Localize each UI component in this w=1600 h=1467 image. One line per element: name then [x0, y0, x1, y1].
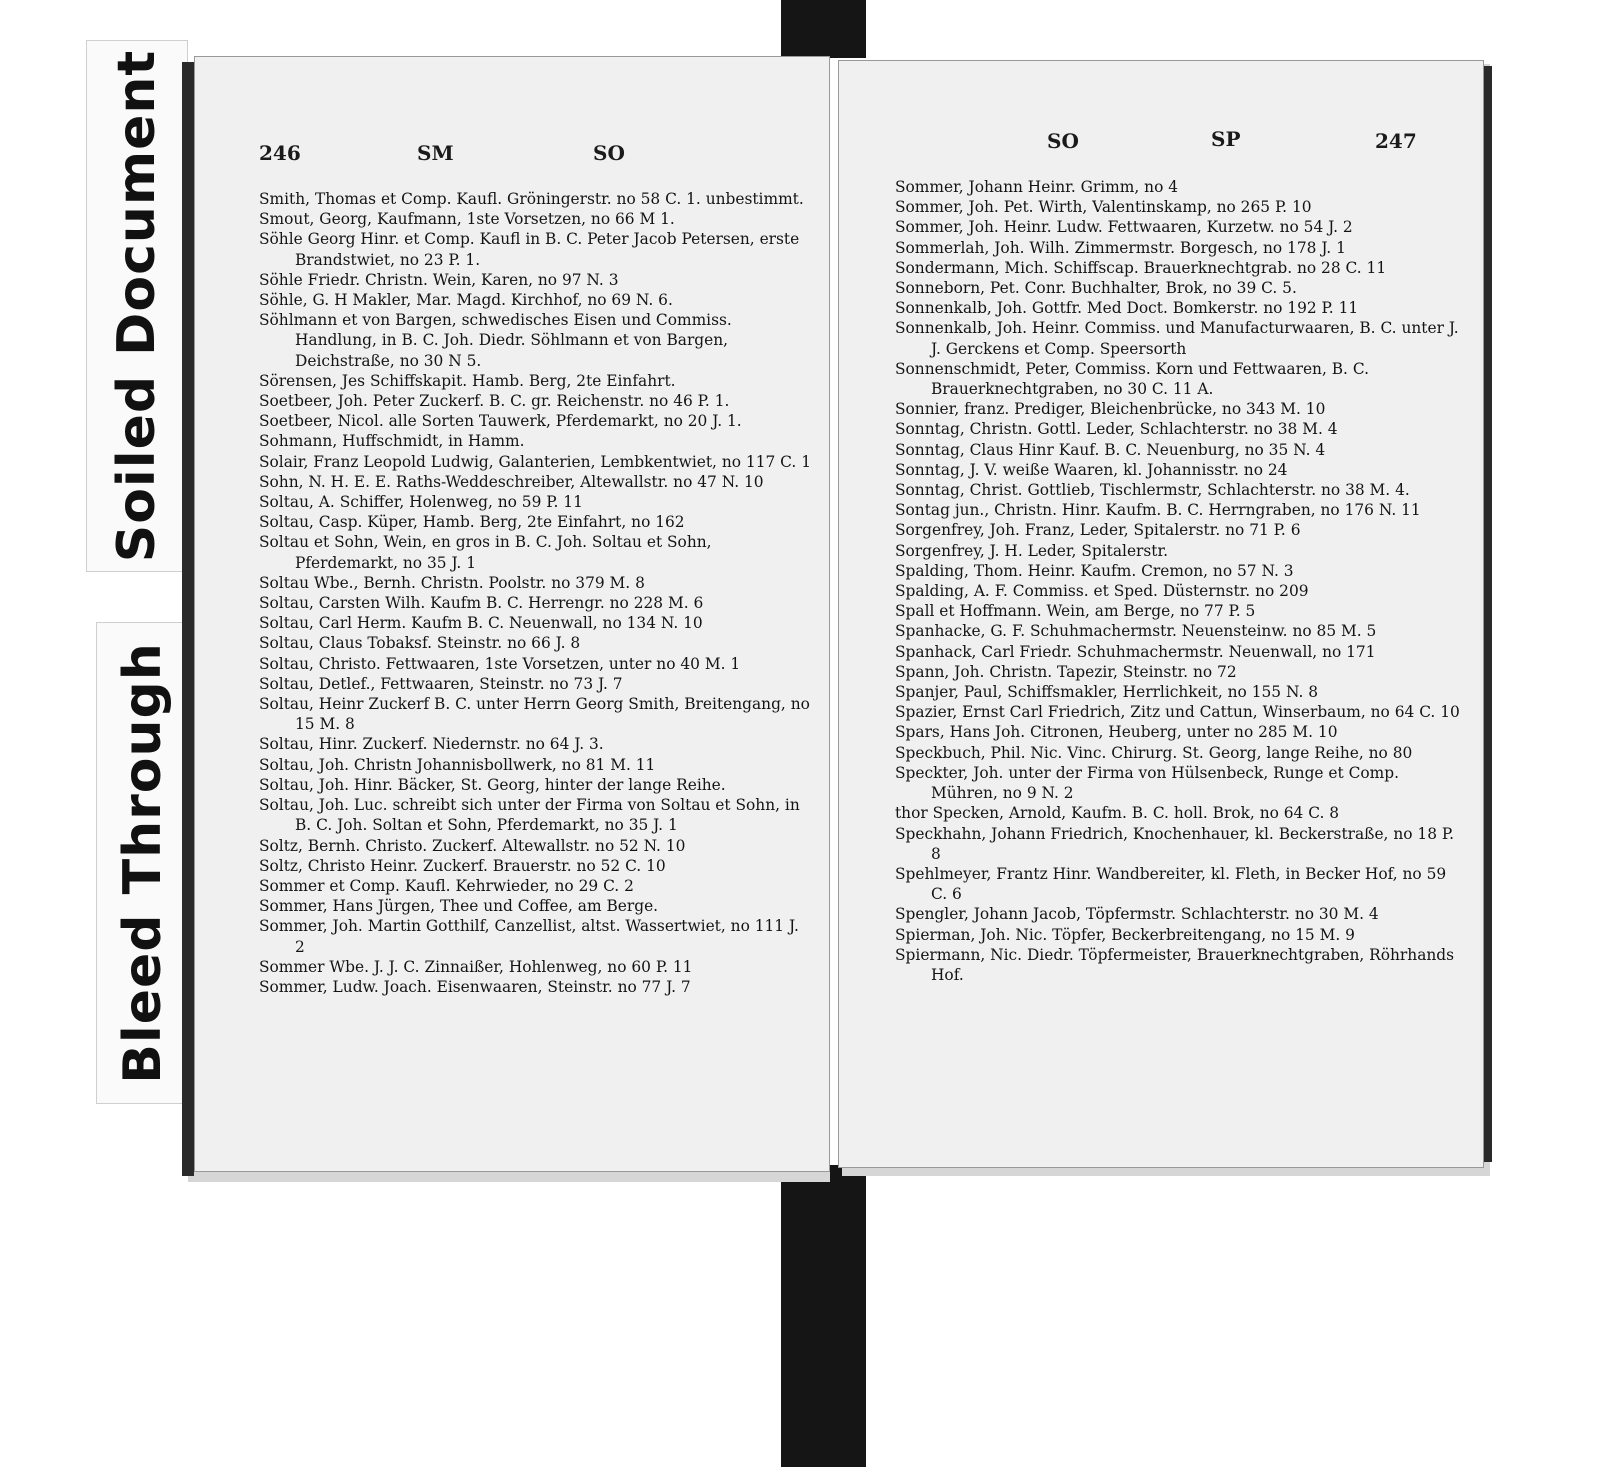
directory-entry: Sommer, Joh. Martin Gotthilf, Canzellist, altst. Wassertwiet, no 111 J. 2	[259, 917, 804, 956]
directory-entry: thor Specken, Arnold, Kaufm. B. C. holl. Brok, no 64 C. 8	[895, 804, 1340, 823]
directory-entry: Soltau, Detlef., Fettwaaren, Steinstr. no 73 J. 7	[259, 674, 623, 693]
left-page-edge	[182, 62, 194, 1176]
directory-entry: Soetbeer, Nicol. alle Sorten Tauwerk, Pferdemarkt, no 20 J. 1.	[259, 412, 742, 431]
directory-entry: Soetbeer, Joh. Peter Zuckerf. B. C. gr. Reichenstr. no 46 P. 1.	[259, 392, 730, 411]
directory-entry: Soltau, A. Schiffer, Holenweg, no 59 P. 11	[259, 493, 583, 512]
directory-entry: Spalding, Thom. Heinr. Kaufm. Cremon, no 57 N. 3	[895, 561, 1294, 580]
left-header-right: SO	[593, 141, 625, 165]
directory-entry: Soltau, Heinr Zuckerf B. C. unter Herrn Georg Smith, Breitengang, no 15 M. 8	[259, 695, 815, 734]
directory-entry: Sonntag, Christn. Gottl. Leder, Schlachterstr. no 38 M. 4	[895, 420, 1338, 439]
directory-entry: Sörensen, Jes Schiffskapit. Hamb. Berg, 2te Einfahrt.	[259, 371, 676, 390]
directory-entry: Sonnenkalb, Joh. Gottfr. Med Doct. Bomkerstr. no 192 P. 11	[895, 299, 1359, 318]
directory-entry: Spars, Hans Joh. Citronen, Heuberg, unter no 285 M. 10	[895, 723, 1338, 742]
directory-entry: Sommer, Joh. Heinr. Ludw. Fettwaaren, Kurzetw. no 54 J. 2	[895, 218, 1353, 237]
directory-entry: Smith, Thomas et Comp. Kaufl. Gröningerstr. no 58 C. 1. unbestimmt.	[259, 190, 804, 208]
directory-entry: Soltau, Carl Herm. Kaufm B. C. Neuenwall, no 134 N. 10	[259, 614, 703, 633]
right-header-right: SP	[1211, 127, 1241, 151]
directory-entry: Sonnier, franz. Prediger, Bleichenbrücke, no 343 M. 10	[895, 400, 1326, 419]
directory-entry: Spazier, Ernst Carl Friedrich, Zitz und Cattun, Winserbaum, no 64 C. 10	[895, 703, 1460, 722]
directory-entry: Sommer, Ludw. Joach. Eisenwaaren, Steinstr. no 77 J. 7	[259, 977, 691, 996]
directory-entry: Sonntag, Christ. Gottlieb, Tischlermstr, Schlachterstr. no 38 M. 4.	[895, 481, 1410, 500]
label-bleed-through-text: Bleed Through	[113, 642, 173, 1084]
directory-entry: Sommerlah, Joh. Wilh. Zimmermstr. Borgesch, no 178 J. 1	[895, 238, 1346, 257]
directory-entry: Sommer Wbe. J. J. C. Zinnaißer, Hohlenweg, no 60 P. 11	[259, 957, 693, 976]
binding-strip-bottom	[781, 1165, 866, 1467]
directory-entry: Söhle, G. H Makler, Mar. Magd. Kirchhof, no 69 N. 6.	[259, 291, 673, 310]
directory-entry: Sondermann, Mich. Schiffscap. Brauerknechtgrab. no 28 C. 11	[895, 258, 1387, 277]
directory-entry: Sonneborn, Pet. Conr. Buchhalter, Brok, no 39 C. 5.	[895, 279, 1297, 298]
right-page	[838, 60, 1484, 1168]
left-header-left: SM	[417, 141, 454, 165]
directory-entry: Spehlmeyer, Frantz Hinr. Wandbereiter, kl. Fleth, in Becker Hof, no 59 C. 6	[895, 864, 1452, 904]
directory-entry: Speckter, Joh. unter der Firma von Hülsenbeck, Runge et Comp. Mühren, no 9 N. 2	[895, 763, 1404, 803]
directory-entry: Smout, Georg, Kaufmann, 1ste Vorsetzen, no 66 M 1.	[259, 210, 675, 229]
directory-entry: Soltau, Casp. Küper, Hamb. Berg, 2te Einfahrt, no 162	[259, 513, 685, 532]
directory-entry: Sonntag, Claus Hinr Kauf. B. C. Neuenburg, no 35 N. 4	[895, 440, 1326, 459]
directory-entry: Soltau, Christo. Fettwaaren, 1ste Vorsetzen, unter no 40 M. 1	[259, 654, 741, 673]
directory-entry: Spiermann, Nic. Diedr. Töpfermeister, Brauerknechtgraben, Röhrhands Hof.	[895, 945, 1459, 984]
directory-entry: Soltau, Carsten Wilh. Kaufm B. C. Herrengr. no 228 M. 6	[259, 594, 704, 613]
directory-entry: Sorgenfrey, J. H. Leder, Spitalerstr.	[895, 541, 1169, 560]
directory-entry: Speckhahn, Johann Friedrich, Knochenhauer, kl. Beckerstraße, no 18 P. 8	[895, 824, 1459, 863]
right-entries	[895, 177, 1463, 985]
left-entries	[259, 189, 815, 997]
directory-entry: Soltau Wbe., Bernh. Christn. Poolstr. no 379 M. 8	[259, 573, 645, 592]
directory-entry: Spanjer, Paul, Schiffsmakler, Herrlichkeit, no 155 N. 8	[895, 683, 1319, 702]
directory-entry: Spann, Joh. Christn. Tapezir, Steinstr. no 72	[895, 662, 1237, 681]
directory-entry: Spierman, Joh. Nic. Töpfer, Beckerbreitengang, no 15 M. 9	[895, 925, 1355, 944]
left-page	[194, 56, 830, 1172]
directory-entry: Spall et Hoffmann. Wein, am Berge, no 77 P. 5	[895, 602, 1256, 621]
directory-entry: Soltau et Sohn, Wein, en gros in B. C. Joh. Soltau et Sohn, Pferdemarkt, no 35 J. 1	[259, 533, 717, 572]
directory-entry: Spengler, Johann Jacob, Töpfermstr. Schlachterstr. no 30 M. 4	[895, 905, 1379, 924]
right-header-left: SO	[1047, 129, 1079, 153]
directory-entry: Sommer, Joh. Pet. Wirth, Valentinskamp, no 265 P. 10	[895, 198, 1312, 217]
binding-strip-top	[781, 0, 866, 58]
directory-entry: Sommer, Hans Jürgen, Thee und Coffee, am Berge.	[259, 897, 659, 916]
label-soiled-document	[86, 40, 188, 572]
directory-entry: Sontag jun., Christn. Hinr. Kaufm. B. C. Herrngraben, no 176 N. 11	[895, 501, 1421, 520]
label-soiled-document-text: Soiled Document	[107, 49, 167, 563]
directory-entry: Spanhacke, G. F. Schuhmachermstr. Neuensteinw. no 85 M. 5	[895, 622, 1377, 641]
directory-entry: Söhle Georg Hinr. et Comp. Kaufl in B. C. Peter Jacob Petersen, erste Brandstwiet, no 23 P. 1.	[259, 230, 805, 269]
directory-entry: Soltau, Claus Tobaksf. Steinstr. no 66 J. 8	[259, 634, 581, 653]
directory-entry: Sohn, N. H. E. E. Raths-Weddeschreiber, Altewallstr. no 47 N. 10	[259, 472, 764, 491]
directory-entry: Söhlmann et von Bargen, schwedisches Eisen und Commiss. Handlung, in B. C. Joh. Diedr. Söhlmann et von Bargen, Deichstraße, no 30 N 5.	[259, 311, 737, 370]
directory-entry: Sommer et Comp. Kaufl. Kehrwieder, no 29 C. 2	[259, 876, 634, 895]
directory-entry: Spalding, A. F. Commiss. et Sped. Düsternstr. no 209	[895, 582, 1309, 601]
directory-entry: Solair, Franz Leopold Ludwig, Galanterien, Lembkentwiet, no 117 C. 1	[259, 452, 811, 471]
right-page-number: 247	[1375, 129, 1417, 153]
directory-entry: Soltz, Bernh. Christo. Zuckerf. Altewallstr. no 52 N. 10	[259, 836, 686, 855]
directory-entry: Söhle Friedr. Christn. Wein, Karen, no 97 N. 3	[259, 270, 619, 289]
directory-entry: Soltau, Hinr. Zuckerf. Niedernstr. no 64 J. 3.	[259, 735, 604, 754]
directory-entry: Soltau, Joh. Hinr. Bäcker, St. Georg, hinter der lange Reihe.	[259, 775, 726, 794]
directory-entry: Soltau, Joh. Luc. schreibt sich unter der Firma von Soltau et Sohn, in B. C. Joh. Soltan et Sohn, Pferdemarkt, no 35 J. 1	[259, 796, 805, 835]
directory-entry: Sohmann, Huffschmidt, in Hamm.	[259, 432, 525, 451]
label-bleed-through	[96, 622, 190, 1104]
directory-entry: Soltz, Christo Heinr. Zuckerf. Brauerstr. no 52 C. 10	[259, 856, 666, 875]
left-page-number: 246	[259, 141, 301, 165]
directory-entry: Speckbuch, Phil. Nic. Vinc. Chirurg. St. Georg, lange Reihe, no 80	[895, 743, 1413, 762]
directory-entry: Spanhack, Carl Friedr. Schuhmachermstr. Neuenwall, no 171	[895, 642, 1376, 661]
directory-entry: Sonnenkalb, Joh. Heinr. Commiss. und Manufacturwaaren, B. C. unter J. J. Gerckens et Comp. Speersorth	[895, 319, 1464, 358]
directory-entry: Sorgenfrey, Joh. Franz, Leder, Spitalerstr. no 71 P. 6	[895, 521, 1301, 540]
directory-entry: Soltau, Joh. Christn Johannisbollwerk, no 81 M. 11	[259, 755, 656, 774]
directory-entry: Sonntag, J. V. weiße Waaren, kl. Johannisstr. no 24	[895, 460, 1288, 479]
directory-entry: Sommer, Johann Heinr. Grimm, no 4	[895, 178, 1179, 196]
directory-entry: Sonnenschmidt, Peter, Commiss. Korn und Fettwaaren, B. C. Brauerknechtgraben, no 30 C. 11 A.	[895, 359, 1374, 399]
right-page-edge	[1484, 66, 1492, 1162]
